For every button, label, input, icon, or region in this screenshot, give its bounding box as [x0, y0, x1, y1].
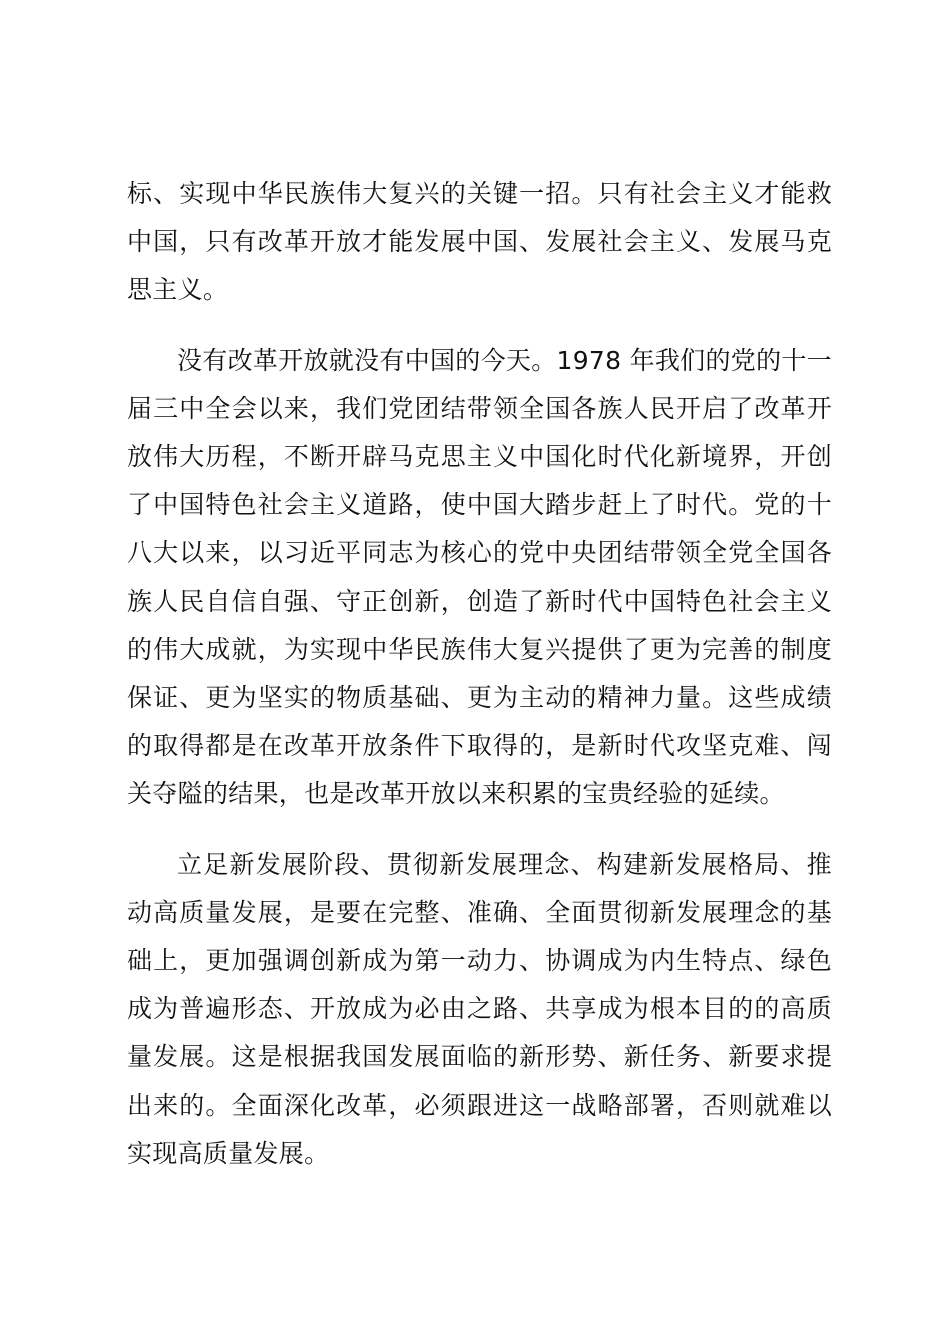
document-page [127, 170, 832, 1200]
paragraph-3: 立足新发展阶段、贯彻新发展理念、构建新发展格局、推动高质量发展，是要在完整、准确、全面贯彻新发展理念的基础上，更加强调创新成为第一动力、协调成为内生特点、绿色成为普遍形态、开放成为必由之路、共享成为根本目的的高质量发展。这是根据我国发展面临的新形势、新任务、新要求提出来的。全面深化改革，必须跟进这一战略部署，否则就难以实现高质量发展。 [127, 849, 832, 1168]
paragraph-2: 没有改革开放就没有中国的今天。1978 年我们的党的十一届三中全会以来，我们党团结带领全国各族人民开启了改革开放伟大历程，不断开辟马克思主义中国化时代化新境界，开创了中国特色社会主义道路，使中国大踏步赶上了时代。党的十八大以来，以习近平同志为核心的党中央团结带领全党全国各族人民自信自强、守正创新，创造了新时代中国特色社会主义的伟大成就，为实现中华民族伟大复兴提供了更为完善的制度保证、更为坚实的物质基础、更为主动的精神力量。这些成绩的取得都是在改革开放条件下取得的，是新时代攻坚克难、闯关夺隘的结果，也是改革开放以来积累的宝贵经验的延续。 [127, 345, 832, 809]
paragraph-1: 标、实现中华民族伟大复兴的关键一招。只有社会主义才能救中国，只有改革开放才能发展中国、发展社会主义、发展马克思主义。 [127, 179, 832, 305]
